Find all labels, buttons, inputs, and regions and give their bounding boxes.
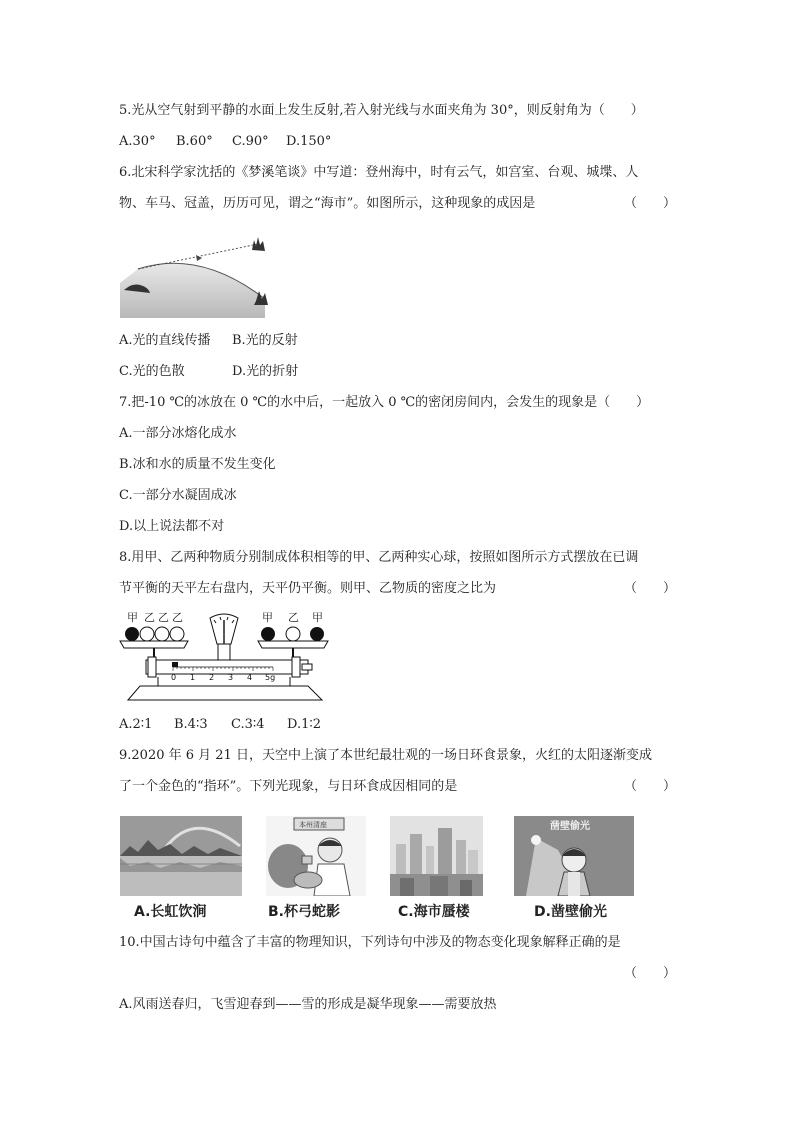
caption-a: A.长虹饮涧 [134,904,207,920]
question-10-stem: 10.中国古诗句中蕴含了丰富的物理知识，下列诗句中涉及的物态变化现象解释正确的是 [119,935,621,950]
left-label-2: 乙 [144,611,155,624]
caption-d: D.凿壁偷光 [534,904,607,920]
q10-answer-paren: （ ） [624,966,677,981]
base [128,686,322,700]
caption-c: C.海市蜃楼 [398,904,470,920]
q8-option-c: C.3∶4 [231,717,265,732]
tick-5g: 5g [265,673,276,682]
question-7-stem: 7.把-10 ℃的冰放在 0 ℃的水中后，一起放入 0 ℃的密闭房间内，会发生的现象是（ ） [119,395,650,410]
caption-b: B.杯弓蛇影 [268,904,340,920]
balance-figure [118,608,333,708]
q8-option-d: D.1∶2 [287,717,322,732]
question-6-stem-line1: 6.北宋科学家沈括的《梦溪笔谈》中写道：登州海中，时有云气，如宫室、台观、城堞、人 [119,165,639,180]
rider [172,662,178,667]
question-6-stem-line2: 物、车马、冠盖，历历可见，谓之“海市”。如图所示，这种现象的成因是 [119,196,536,211]
right-ball-yi [286,627,300,641]
image-wall-light [514,816,634,896]
question-9-stem-line2: 了一个金色的“指环”。下列光现象，与日环食成因相同的是 [119,779,458,794]
left-ball-yi-3 [170,627,184,641]
left-ball-yi-1 [140,627,154,641]
q7-option-b: B.冰和水的质量不发生变化 [119,457,276,472]
q6-option-c: C.光的色散 [119,364,185,379]
right-label-1: 甲 [262,611,273,624]
image-d-title: 凿壁偷光 [550,821,590,832]
left-ball-yi-2 [155,627,169,641]
tick-0: 0 [171,673,177,682]
tick-1: 1 [190,673,196,682]
left-nut [148,657,156,677]
q10-option-a: A.风雨送春归，飞雪迎春到——雪的形成是凝华现象——需要放热 [119,997,497,1012]
q8-option-a: A.2∶1 [119,717,153,732]
right-pan [258,641,328,648]
q6-option-d: D.光的折射 [232,364,299,379]
question-8-stem-line2: 节平衡的天平左右盘内，天平仍平衡。则甲、乙物质的密度之比为 [119,581,497,596]
right-label-2: 乙 [288,611,299,624]
left-label-1: 甲 [127,611,138,624]
tick-2: 2 [209,673,215,682]
right-nut [292,657,300,677]
q5-option-b: B.60° [176,134,213,149]
shop-sign: 本州清座 [299,821,327,829]
mirage-figure [120,233,270,318]
image-rainbow [120,816,242,896]
q8-answer-paren: （ ） [624,581,677,596]
q8-option-b: B.4∶3 [174,717,208,732]
q5-option-d: D.150° [286,134,332,149]
q7-option-a: A.一部分冰熔化成水 [119,426,237,441]
question-9-stem-line1: 9.2020 年 6 月 21 日，天空中上演了本世纪最壮观的一场日环食景象，火红的太阳逐渐变成 [119,748,652,763]
question-8-stem-line1: 8.用甲、乙两种物质分别制成体积相等的甲、乙两种实心球，按照如图所示方式摆放在已调 [119,550,639,565]
question-5-stem: 5.光从空气射到平静的水面上发生反射,若入射光线与水面夹角为 30°，则反射角为（ ） [119,103,644,118]
q7-option-c: C.一部分水凝固成冰 [119,488,237,503]
q5-option-a: A.30° [119,134,156,149]
right-ball-jia-2 [310,627,324,641]
tick-4: 4 [247,673,253,682]
q6-option-b: B.光的反射 [232,333,298,348]
right-ball-jia-1 [261,627,275,641]
q6-option-a: A.光的直线传播 [119,333,211,348]
left-label-3: 乙 [158,611,169,624]
q9-answer-paren: （ ） [624,779,677,794]
left-pan [120,641,188,648]
left-label-4: 乙 [172,611,183,624]
q7-option-d: D.以上说法都不对 [119,519,225,534]
q5-option-c: C.90° [232,134,269,149]
image-mirage [390,816,483,896]
q6-answer-paren: （ ） [624,196,677,211]
tick-3: 3 [228,673,234,682]
left-ball-jia [125,627,139,641]
virtual-image [252,237,265,251]
image-cup-bow [266,816,388,896]
right-label-3: 甲 [312,611,323,624]
